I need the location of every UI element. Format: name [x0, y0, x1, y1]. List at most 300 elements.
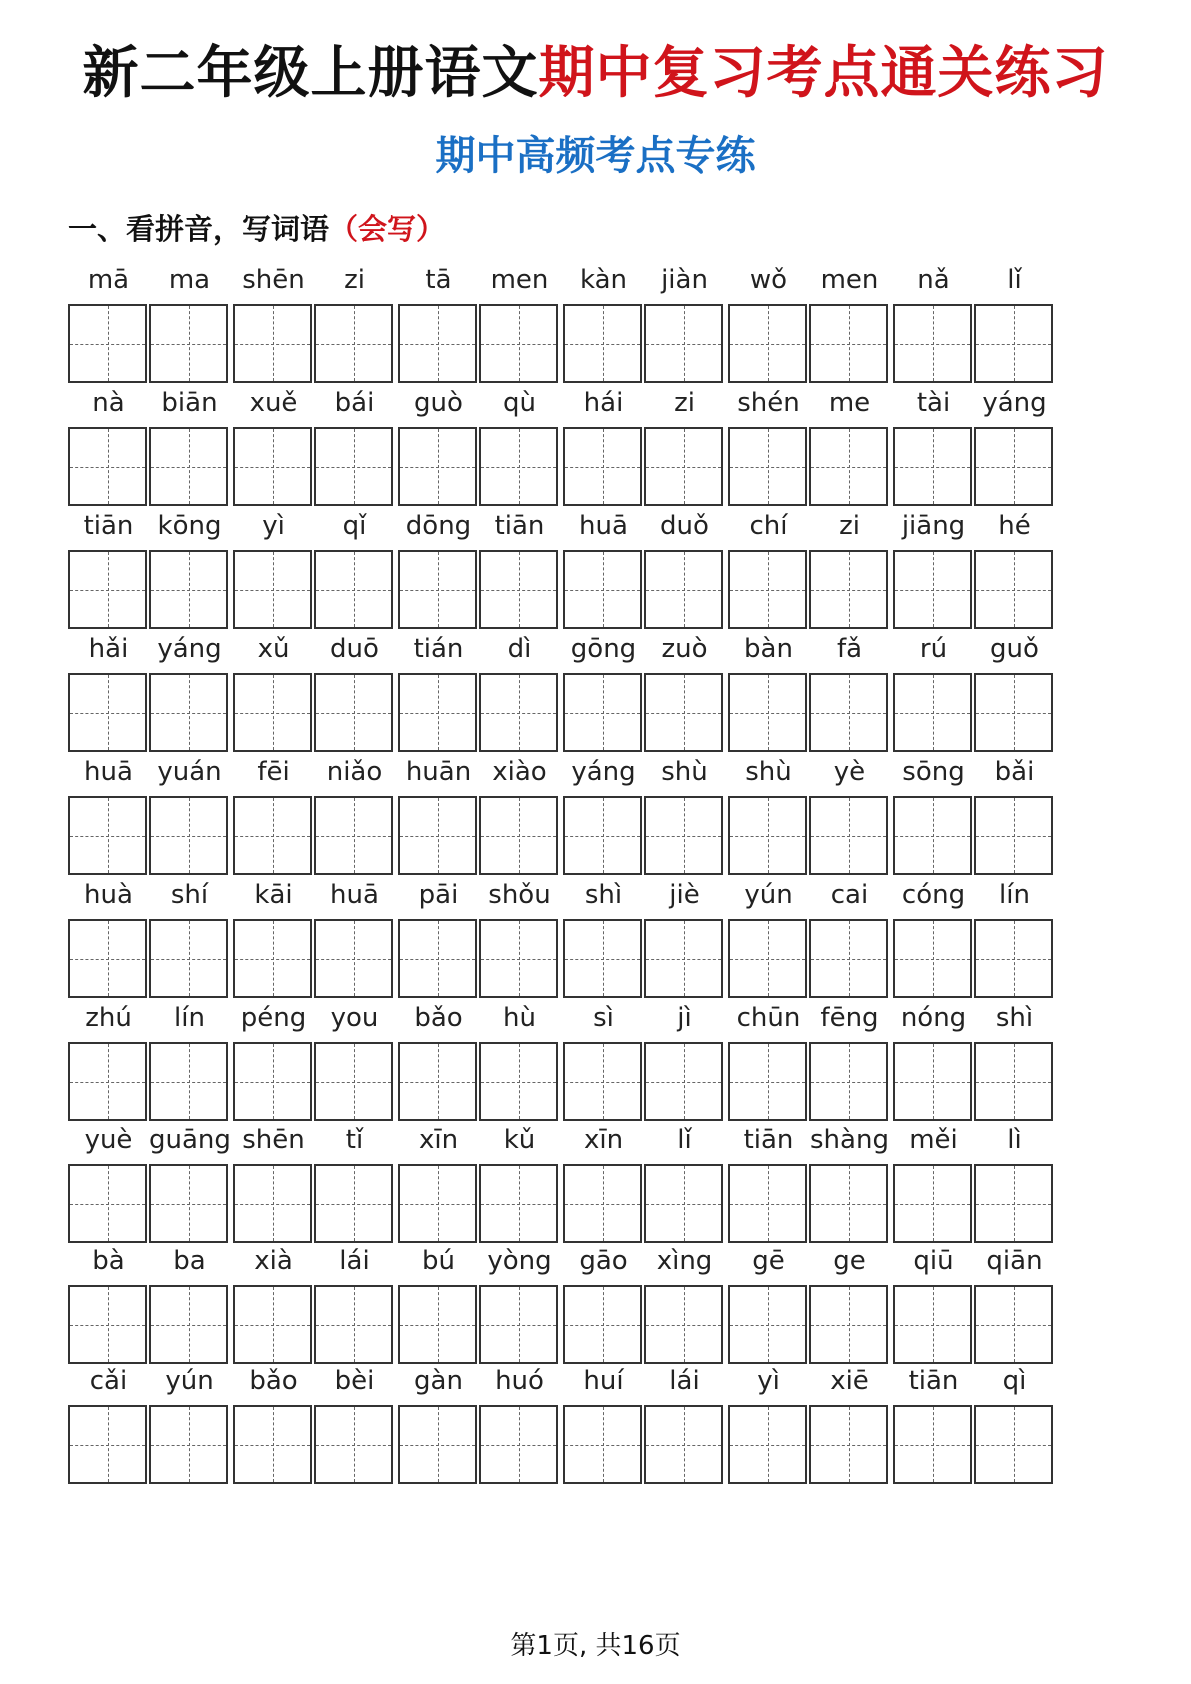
exercise-row	[68, 1241, 1124, 1365]
word-item	[68, 383, 230, 507]
pinyin-syllable: lǐ	[1007, 265, 1022, 295]
writing-box[interactable]	[398, 1164, 477, 1243]
writing-box[interactable]	[479, 1405, 558, 1484]
pinyin-syllable: lì	[1007, 1125, 1022, 1155]
word-item	[893, 1120, 1055, 1244]
word-item	[68, 1120, 230, 1244]
writing-box[interactable]	[644, 304, 723, 383]
word-item	[563, 383, 725, 507]
word-item	[563, 875, 725, 999]
word-item	[398, 1361, 560, 1485]
writing-box[interactable]	[149, 919, 228, 998]
writing-box[interactable]	[644, 1405, 723, 1484]
writing-box[interactable]	[809, 1405, 888, 1484]
pinyin-syllable: jì	[677, 1003, 692, 1033]
writing-box[interactable]	[644, 673, 723, 752]
pinyin-syllable: chūn	[736, 1003, 801, 1033]
word-item	[893, 998, 1055, 1122]
pinyin-syllable: bú	[422, 1246, 455, 1276]
writing-box[interactable]	[314, 550, 393, 629]
pinyin-syllable: jiāng	[901, 511, 966, 541]
exercise-row	[68, 1361, 1124, 1485]
word-item	[233, 752, 395, 876]
pinyin-syllable: kōng	[157, 511, 222, 541]
writing-box[interactable]	[398, 1405, 477, 1484]
writing-box[interactable]	[974, 1405, 1053, 1484]
pinyin-syllable: qì	[1002, 1366, 1027, 1396]
writing-box[interactable]	[479, 1285, 558, 1364]
writing-box[interactable]	[644, 919, 723, 998]
word-item	[728, 383, 890, 507]
pinyin-syllable: fēi	[257, 757, 290, 787]
pinyin-syllable: huā	[579, 511, 628, 541]
writing-box[interactable]	[149, 550, 228, 629]
pinyin-syllable: you	[330, 1003, 379, 1033]
page-title	[0, 36, 1191, 112]
writing-box[interactable]	[479, 796, 558, 875]
writing-box[interactable]	[233, 427, 312, 506]
writing-box[interactable]	[563, 796, 642, 875]
writing-box[interactable]	[149, 1164, 228, 1243]
pinyin-syllable: duō	[330, 634, 379, 664]
title-part-2: 期中复习考点通关练习	[538, 41, 1109, 106]
pinyin-syllable: yì	[757, 1366, 780, 1396]
pinyin-syllable: yì	[262, 511, 285, 541]
word-item	[233, 506, 395, 630]
writing-box[interactable]	[314, 673, 393, 752]
writing-box[interactable]	[233, 304, 312, 383]
pinyin-syllable: shēn	[242, 265, 305, 295]
pinyin-syllable: cóng	[901, 880, 966, 910]
pinyin-syllable: ge	[833, 1246, 866, 1276]
pinyin-syllable: niǎo	[326, 757, 383, 787]
writing-box[interactable]	[974, 1042, 1053, 1121]
writing-box[interactable]	[644, 427, 723, 506]
pinyin-syllable: nà	[92, 388, 125, 418]
pinyin-syllable: tiān	[908, 1366, 959, 1396]
writing-box[interactable]	[233, 1405, 312, 1484]
pinyin-syllable: yáng	[571, 757, 636, 787]
writing-box[interactable]	[809, 1285, 888, 1364]
exercise-row	[68, 1120, 1124, 1244]
word-item	[398, 629, 560, 753]
writing-box[interactable]	[479, 673, 558, 752]
writing-box[interactable]	[314, 1405, 393, 1484]
writing-box[interactable]	[398, 919, 477, 998]
writing-box[interactable]	[398, 427, 477, 506]
pinyin-syllable: gāo	[579, 1246, 628, 1276]
word-item	[68, 875, 230, 999]
pinyin-syllable: gē	[752, 1246, 785, 1276]
word-item	[233, 998, 395, 1122]
word-item	[233, 383, 395, 507]
writing-box[interactable]	[68, 304, 147, 383]
word-item	[893, 506, 1055, 630]
writing-box[interactable]	[809, 673, 888, 752]
pinyin-syllable: hái	[583, 388, 624, 418]
writing-box[interactable]	[398, 673, 477, 752]
pinyin-syllable: gōng	[570, 634, 637, 664]
pinyin-syllable: wǒ	[749, 265, 788, 295]
pinyin-syllable: sì	[593, 1003, 614, 1033]
writing-box[interactable]	[893, 1405, 972, 1484]
writing-box[interactable]	[563, 673, 642, 752]
word-item	[728, 1361, 890, 1485]
writing-box[interactable]	[68, 550, 147, 629]
writing-box[interactable]	[644, 1285, 723, 1364]
writing-box[interactable]	[233, 1164, 312, 1243]
pinyin-syllable: qù	[503, 388, 536, 418]
word-item	[893, 1361, 1055, 1485]
pinyin-syllable: cǎi	[89, 1366, 128, 1396]
word-item	[728, 629, 890, 753]
writing-box[interactable]	[893, 919, 972, 998]
writing-box[interactable]	[233, 1042, 312, 1121]
writing-box[interactable]	[68, 796, 147, 875]
writing-box[interactable]	[314, 796, 393, 875]
writing-box[interactable]	[974, 1285, 1053, 1364]
word-item	[398, 998, 560, 1122]
writing-box[interactable]	[728, 1285, 807, 1364]
pinyin-syllable: hù	[503, 1003, 536, 1033]
writing-box[interactable]	[479, 427, 558, 506]
word-item	[398, 260, 560, 384]
pinyin-syllable: fēng	[820, 1003, 879, 1033]
pinyin-syllable: zi	[674, 388, 695, 418]
pinyin-syllable: xǔ	[257, 634, 290, 664]
word-item	[728, 260, 890, 384]
pinyin-syllable: yòng	[487, 1246, 552, 1276]
pinyin-syllable: shù	[745, 757, 792, 787]
exercise-row	[68, 383, 1124, 507]
word-item	[233, 1361, 395, 1485]
word-item	[563, 998, 725, 1122]
writing-box[interactable]	[644, 1042, 723, 1121]
writing-box[interactable]	[974, 919, 1053, 998]
word-item	[563, 1241, 725, 1365]
pinyin-syllable: jiè	[669, 880, 700, 910]
writing-box[interactable]	[893, 1285, 972, 1364]
pinyin-syllable: bàn	[744, 634, 793, 664]
writing-box[interactable]	[728, 304, 807, 383]
pinyin-syllable: zi	[839, 511, 860, 541]
word-item	[398, 875, 560, 999]
pinyin-syllable: lǐ	[677, 1125, 692, 1155]
pinyin-syllable: lái	[669, 1366, 700, 1396]
writing-box[interactable]	[644, 550, 723, 629]
writing-box[interactable]	[893, 673, 972, 752]
word-item	[893, 1241, 1055, 1365]
pinyin-syllable: lín	[999, 880, 1030, 910]
word-item	[563, 1120, 725, 1244]
writing-box[interactable]	[68, 673, 147, 752]
page-subtitle: 期中高频考点专练	[435, 133, 756, 179]
word-item	[68, 506, 230, 630]
writing-box[interactable]	[149, 427, 228, 506]
writing-box[interactable]	[314, 427, 393, 506]
writing-box[interactable]	[728, 796, 807, 875]
writing-box[interactable]	[149, 673, 228, 752]
word-item	[68, 1241, 230, 1365]
writing-box[interactable]	[68, 1164, 147, 1243]
word-item	[398, 1241, 560, 1365]
word-item	[68, 752, 230, 876]
word-item	[68, 1361, 230, 1485]
pinyin-syllable: hé	[998, 511, 1031, 541]
writing-box[interactable]	[68, 1042, 147, 1121]
pinyin-syllable: chí	[749, 511, 788, 541]
writing-box[interactable]	[974, 796, 1053, 875]
pinyin-syllable: yún	[165, 1366, 214, 1396]
word-item	[728, 1241, 890, 1365]
writing-box[interactable]	[728, 1042, 807, 1121]
writing-box[interactable]	[809, 304, 888, 383]
writing-box[interactable]	[398, 304, 477, 383]
writing-box[interactable]	[314, 304, 393, 383]
pinyin-syllable: duǒ	[660, 511, 709, 541]
writing-box[interactable]	[728, 427, 807, 506]
pinyin-syllable: dōng	[405, 511, 472, 541]
pinyin-syllable: tǐ	[345, 1125, 364, 1155]
word-item	[398, 383, 560, 507]
pinyin-syllable: cai	[830, 880, 869, 910]
writing-box[interactable]	[398, 796, 477, 875]
writing-box[interactable]	[728, 1405, 807, 1484]
pinyin-syllable: huā	[84, 757, 133, 787]
writing-box[interactable]	[149, 1405, 228, 1484]
writing-box[interactable]	[479, 1042, 558, 1121]
word-item	[893, 629, 1055, 753]
writing-box[interactable]	[563, 304, 642, 383]
pinyin-syllable: tài	[916, 388, 951, 418]
writing-box[interactable]	[233, 550, 312, 629]
section-heading-note: （会写）	[329, 212, 446, 246]
writing-box[interactable]	[893, 427, 972, 506]
writing-box[interactable]	[809, 1042, 888, 1121]
pinyin-syllable: tā	[425, 265, 452, 295]
pinyin-syllable: kǔ	[503, 1125, 536, 1155]
pinyin-syllable: kāi	[254, 880, 293, 910]
writing-box[interactable]	[149, 796, 228, 875]
writing-box[interactable]	[479, 919, 558, 998]
word-item	[893, 752, 1055, 876]
writing-box[interactable]	[68, 1405, 147, 1484]
pinyin-syllable: péng	[240, 1003, 307, 1033]
pinyin-syllable: shén	[737, 388, 800, 418]
writing-box[interactable]	[893, 550, 972, 629]
writing-box[interactable]	[893, 1164, 972, 1243]
writing-box[interactable]	[893, 796, 972, 875]
pinyin-syllable: bèi	[334, 1366, 375, 1396]
word-item	[233, 1120, 395, 1244]
word-item	[68, 998, 230, 1122]
pinyin-syllable: me	[828, 388, 871, 418]
writing-box[interactable]	[728, 919, 807, 998]
pinyin-syllable: qiū	[913, 1246, 954, 1276]
pinyin-syllable: hǎi	[88, 634, 129, 664]
word-item	[68, 629, 230, 753]
writing-box[interactable]	[398, 550, 477, 629]
word-item	[398, 1120, 560, 1244]
writing-box[interactable]	[149, 1042, 228, 1121]
writing-box[interactable]	[809, 550, 888, 629]
pinyin-syllable: xiào	[492, 757, 547, 787]
pinyin-syllable: shàng	[810, 1125, 889, 1155]
pinyin-syllable: xià	[254, 1246, 293, 1276]
pinyin-syllable: xìng	[656, 1246, 713, 1276]
pinyin-syllable: ma	[168, 265, 211, 295]
writing-box[interactable]	[68, 427, 147, 506]
pinyin-syllable: yuè	[84, 1125, 133, 1155]
pinyin-syllable: tiān	[83, 511, 134, 541]
writing-box[interactable]	[233, 673, 312, 752]
writing-box[interactable]	[233, 796, 312, 875]
word-item	[233, 875, 395, 999]
exercise-row	[68, 998, 1124, 1122]
writing-box[interactable]	[809, 796, 888, 875]
word-item	[563, 752, 725, 876]
pinyin-syllable: shēn	[242, 1125, 305, 1155]
pinyin-syllable: shǒu	[488, 880, 551, 910]
word-item	[893, 260, 1055, 384]
pinyin-syllable: bà	[92, 1246, 125, 1276]
exercise-row	[68, 875, 1124, 999]
writing-box[interactable]	[809, 427, 888, 506]
pinyin-syllable: biān	[161, 388, 218, 418]
pinyin-syllable: shí	[170, 880, 209, 910]
writing-box[interactable]	[563, 427, 642, 506]
word-item	[68, 260, 230, 384]
writing-box[interactable]	[233, 919, 312, 998]
pinyin-syllable: bǎo	[414, 1003, 463, 1033]
pinyin-syllable: lín	[174, 1003, 205, 1033]
writing-box[interactable]	[563, 919, 642, 998]
writing-box[interactable]	[974, 673, 1053, 752]
word-item	[563, 629, 725, 753]
pinyin-syllable: zi	[344, 265, 365, 295]
word-item	[728, 875, 890, 999]
pinyin-syllable: nóng	[900, 1003, 967, 1033]
pinyin-syllable: tián	[413, 634, 464, 664]
pinyin-syllable: sōng	[902, 757, 965, 787]
pinyin-syllable: xīn	[418, 1125, 459, 1155]
word-item	[728, 752, 890, 876]
pinyin-syllable: gàn	[414, 1366, 463, 1396]
word-item	[893, 383, 1055, 507]
pinyin-syllable: yún	[744, 880, 793, 910]
writing-box[interactable]	[974, 1164, 1053, 1243]
pinyin-syllable: huā	[330, 880, 379, 910]
writing-box[interactable]	[644, 796, 723, 875]
writing-box[interactable]	[809, 919, 888, 998]
pinyin-syllable: bǎi	[994, 757, 1035, 787]
pinyin-syllable: yáng	[982, 388, 1047, 418]
writing-box[interactable]	[563, 1285, 642, 1364]
pinyin-syllable: guò	[414, 388, 463, 418]
page-footer: 第1页, 共16页	[510, 1631, 681, 1661]
pinyin-syllable: qǐ	[342, 511, 367, 541]
writing-box[interactable]	[314, 919, 393, 998]
word-item	[233, 1241, 395, 1365]
writing-box[interactable]	[974, 304, 1053, 383]
pinyin-syllable: xuě	[249, 388, 298, 418]
word-item	[728, 998, 890, 1122]
pinyin-syllable: měi	[909, 1125, 958, 1155]
pinyin-syllable: guāng	[149, 1125, 231, 1155]
writing-box[interactable]	[398, 1285, 477, 1364]
pinyin-syllable: rú	[919, 634, 948, 664]
writing-box[interactable]	[974, 550, 1053, 629]
writing-box[interactable]	[479, 550, 558, 629]
writing-box[interactable]	[149, 1285, 228, 1364]
writing-box[interactable]	[314, 1042, 393, 1121]
writing-box[interactable]	[68, 919, 147, 998]
writing-box[interactable]	[728, 1164, 807, 1243]
writing-box[interactable]	[728, 550, 807, 629]
pinyin-syllable: xīn	[583, 1125, 624, 1155]
exercise-row	[68, 752, 1124, 876]
pinyin-syllable: yáng	[157, 634, 222, 664]
writing-box[interactable]	[563, 550, 642, 629]
pinyin-syllable: shì	[995, 1003, 1034, 1033]
exercise-row	[68, 629, 1124, 753]
writing-box[interactable]	[644, 1164, 723, 1243]
writing-box[interactable]	[563, 1164, 642, 1243]
pinyin-syllable: zuò	[661, 634, 708, 664]
title-part-1: 新二年级上册语文	[82, 41, 539, 106]
writing-box[interactable]	[563, 1405, 642, 1484]
writing-box[interactable]	[563, 1042, 642, 1121]
writing-box[interactable]	[893, 1042, 972, 1121]
pinyin-syllable: zhú	[85, 1003, 132, 1033]
writing-box[interactable]	[479, 1164, 558, 1243]
writing-box[interactable]	[479, 304, 558, 383]
writing-box[interactable]	[893, 304, 972, 383]
pinyin-syllable: qiān	[986, 1246, 1043, 1276]
pinyin-syllable: bǎo	[249, 1366, 298, 1396]
pinyin-syllable: huān	[405, 757, 472, 787]
writing-box[interactable]	[233, 1285, 312, 1364]
pinyin-syllable: mā	[87, 265, 130, 295]
pinyin-syllable: tiān	[743, 1125, 794, 1155]
pinyin-syllable: huà	[84, 880, 133, 910]
pinyin-syllable: shì	[584, 880, 623, 910]
pinyin-syllable: men	[490, 265, 549, 295]
pinyin-syllable: bái	[334, 388, 375, 418]
pinyin-syllable: kàn	[579, 265, 627, 295]
word-item	[563, 506, 725, 630]
writing-box[interactable]	[398, 1042, 477, 1121]
word-item	[398, 752, 560, 876]
pinyin-syllable: guǒ	[990, 634, 1039, 664]
pinyin-syllable: fǎ	[836, 634, 863, 664]
writing-box[interactable]	[314, 1164, 393, 1243]
pinyin-syllable: lái	[339, 1246, 370, 1276]
writing-box[interactable]	[314, 1285, 393, 1364]
writing-box[interactable]	[974, 427, 1053, 506]
word-item	[398, 506, 560, 630]
writing-box[interactable]	[809, 1164, 888, 1243]
pinyin-syllable: jiàn	[661, 265, 708, 295]
word-item	[233, 260, 395, 384]
writing-box[interactable]	[728, 673, 807, 752]
writing-box[interactable]	[68, 1285, 147, 1364]
pinyin-syllable: xiē	[830, 1366, 869, 1396]
pinyin-syllable: men	[820, 265, 879, 295]
writing-box[interactable]	[149, 304, 228, 383]
pinyin-syllable: ba	[173, 1246, 206, 1276]
word-item	[728, 1120, 890, 1244]
